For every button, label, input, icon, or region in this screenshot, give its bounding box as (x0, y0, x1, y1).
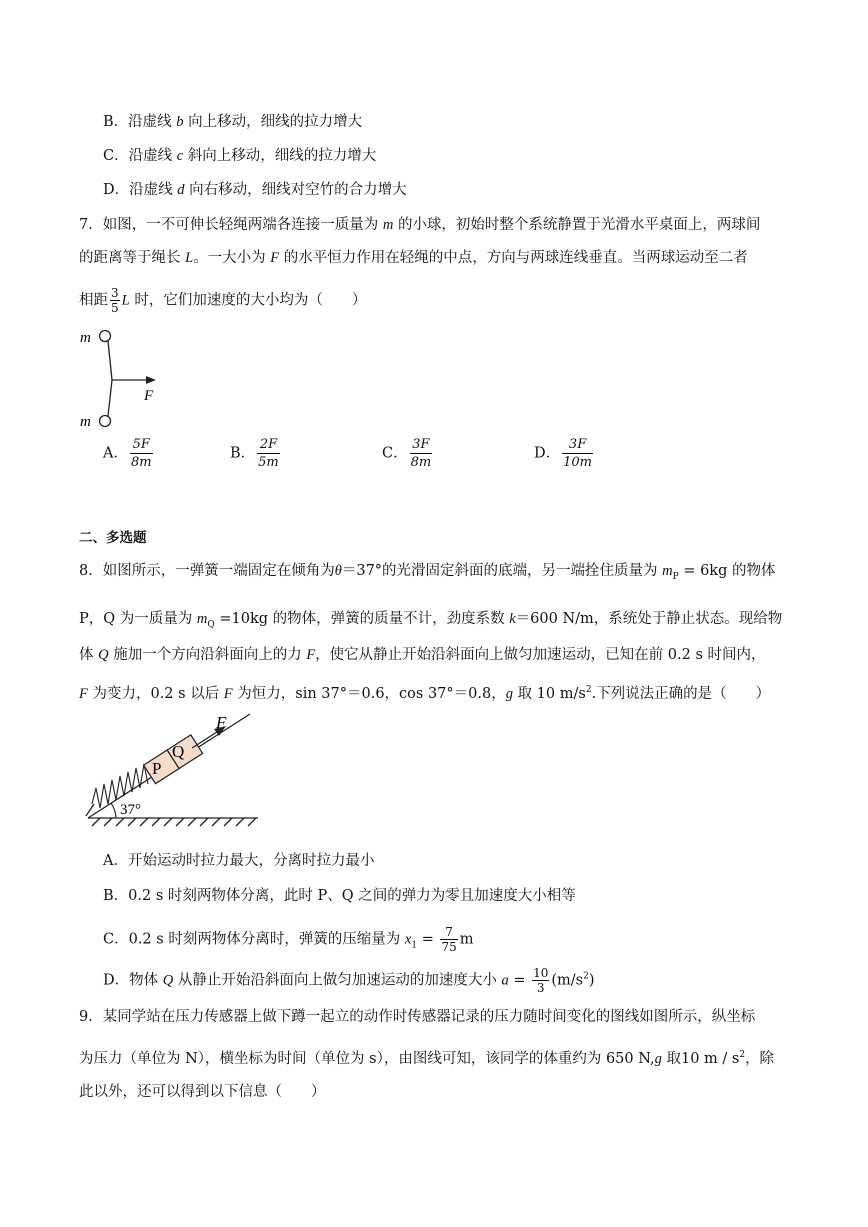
angle-label: 37° (120, 802, 141, 818)
q8-option-d: D．物体 Q 从静止开始沿斜面向上做匀加速运动的加速度大小 a = $\frac{10}{3}$ $(m/s^2)$ (103, 966, 595, 995)
q6-option-c: C．沿虚线 c 斜向上移动，细线的拉力增大 (103, 148, 377, 164)
force-arrowhead (146, 376, 156, 384)
rope-top (108, 341, 112, 380)
q7-stem-line2: 的距离等于绳长 L。一大小为 F 的水平恒力作用在轻绳的中点，方向与两球连线垂直。当两球运动至二者 (79, 250, 748, 266)
q7-stem-line1: 7．如图，一不可伸长轻绳两端各连接一质量为 m 的小球，初始时整个系统静置于光滑水平桌面上，两球间 (79, 217, 761, 233)
q8-stem-line1: 8．如图所示，一弹簧一端固定在倾角为θ＝37°的光滑固定斜面的底端，另一端拴住质量为 $m_P = 6kg$ 的物体 (79, 563, 776, 582)
q8-stem-line2: P，Q 为一质量为 $m_Q =10kg$ 的物体，弹簧的质量不计，劲度系数 k＝600 N/m，系统处于静止状态。现给物 (79, 611, 783, 630)
mass-label-top: m (80, 330, 91, 346)
q7-option-b: B． $\frac{2F}{5m}$ (230, 437, 279, 470)
q9-stem-line3: 此以外，还可以得到以下信息（ ） (79, 1084, 326, 1100)
q8-stem-line3: 体 Q 施加一个方向沿斜面向上的力 F，使它从静止开始沿斜面向上做匀加速运动，已知在前 0.2 s 时间内， (79, 647, 766, 663)
q7-option-a: A． $\frac{5F}{8m}$ (103, 437, 152, 470)
rope-bottom (108, 380, 112, 416)
block-q-label: Q (172, 742, 185, 761)
q9-stem-line1: 9．某同学站在压力传感器上做下蹲一起立的动作时传感器记录的压力随时间变化的图线如图所示，纵坐标 (79, 1009, 756, 1025)
q8-option-b: B．0.2 s 时刻两物体分离，此时 P、Q 之间的弹力为零且加速度大小相等 (103, 888, 576, 904)
q7-option-c: C． $\frac{3F}{8m}$ (382, 437, 432, 470)
q7-option-d: D． $\frac{3F}{10m}$ (534, 437, 593, 470)
fraction-3-5: $\frac{3}{5}$ (111, 286, 119, 315)
q7-figure (72, 322, 172, 432)
q6-option-b: B．沿虚线 b 向上移动，细线的拉力增大 (103, 114, 363, 130)
q9-stem-line2: 为压力（单位为 N），横坐标为时间（单位为 s），由图线可知，该同学的体重约为 650 N,g 取10 m / $s^2$，除 (79, 1050, 775, 1067)
section-title: 二、多选题 (79, 530, 147, 546)
ball-top (100, 331, 111, 342)
ball-bottom (100, 416, 111, 427)
block-p-label: P (152, 759, 162, 778)
q8-option-a: A．开始运动时拉力最大，分离时拉力最小 (103, 853, 375, 869)
q6-option-d: D．沿虚线 d 向右移动，细线对空竹的合力增大 (103, 182, 407, 198)
force-label: F (144, 388, 154, 404)
q8-incline-figure (80, 712, 270, 832)
mass-label-bottom: m (80, 414, 91, 430)
force-arrow-line (192, 730, 220, 748)
q7-stem-line3: 相距 $\frac{3}{5}$ L 时，它们加速度的大小均为（ ） (79, 286, 367, 315)
force-label: F (216, 713, 227, 732)
q8-stem-line4: F 为变力，0.2 s 以后 F 为恒力，sin 37°＝0.6，cos 37°＝0.8，g 取 10 $m/s^2$.下列说法正确的是（ ） (79, 685, 771, 702)
angle-arc (111, 803, 116, 818)
q8-option-c: C．0.2 s 时刻两物体分离时，弹簧的压缩量为 $x_1$ = $\frac{7}{75}$ m (103, 925, 474, 954)
